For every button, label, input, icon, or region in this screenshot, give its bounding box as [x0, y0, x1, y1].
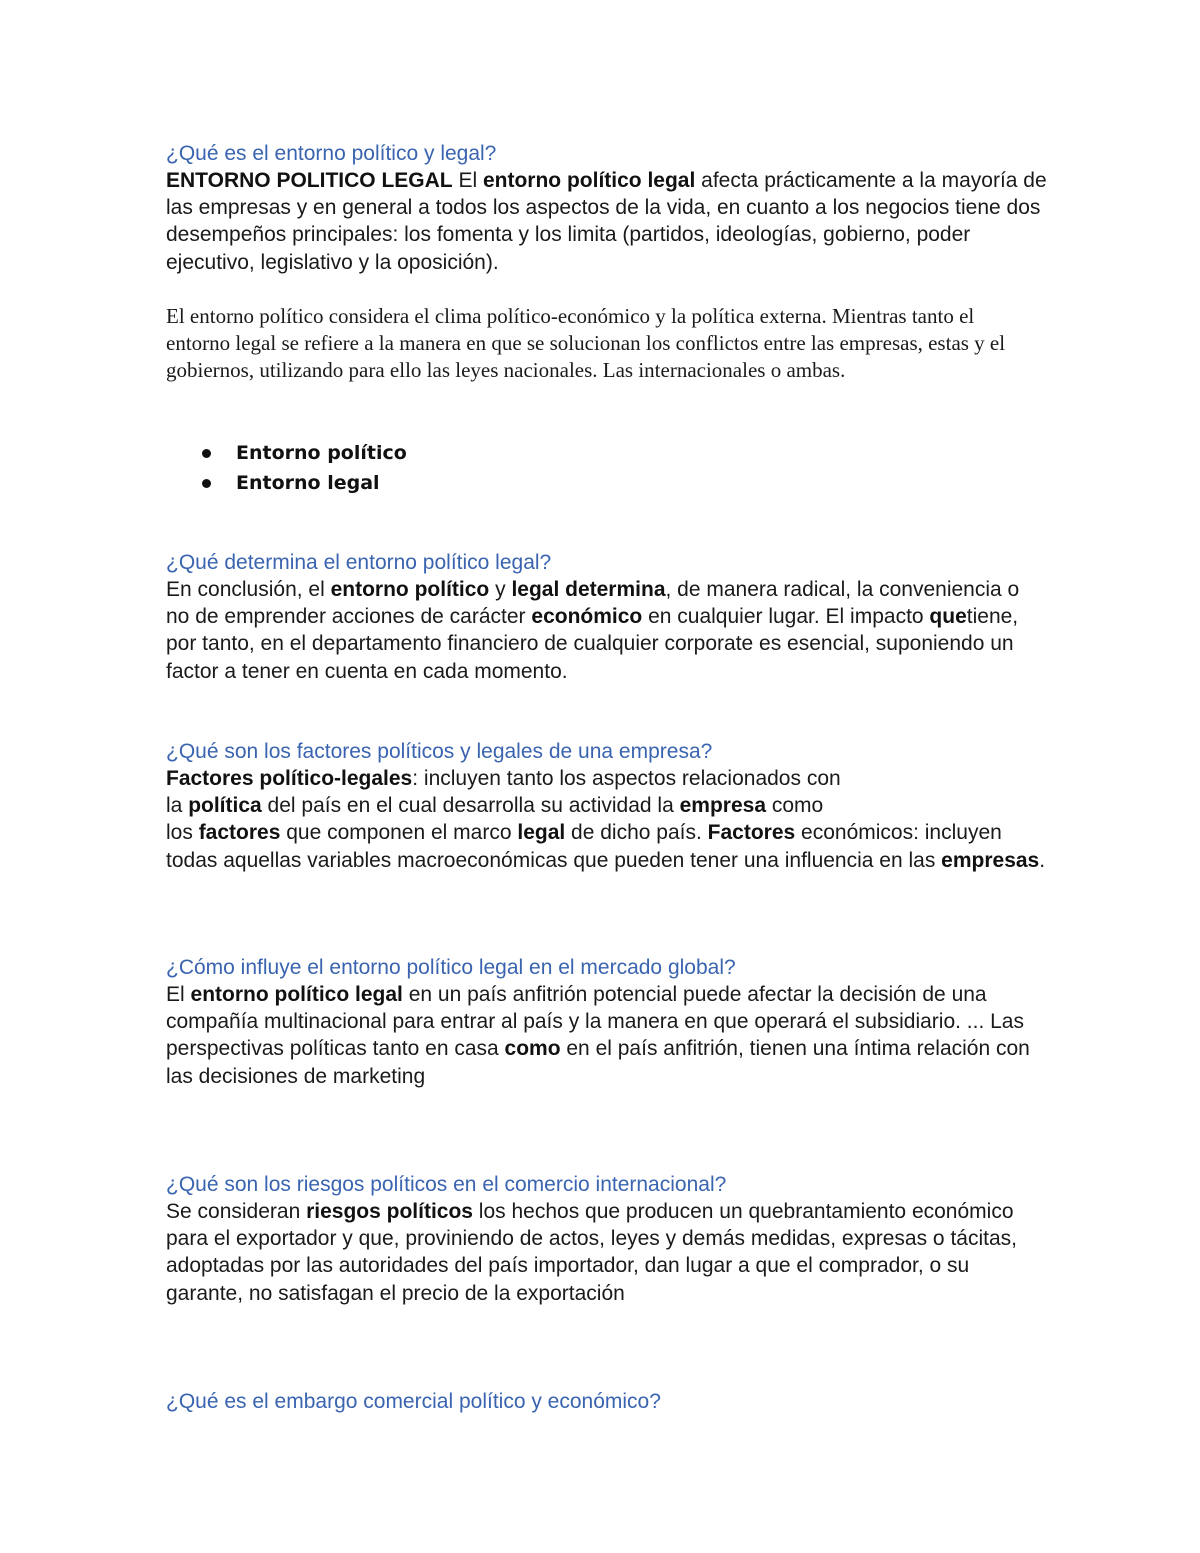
- list-item-label: Entorno legal: [236, 472, 380, 494]
- bullet-dot-icon: [202, 449, 211, 458]
- bold-text: entorno político legal: [482, 169, 696, 192]
- bold-text: Factores político-legales: [166, 767, 413, 790]
- bold-text: Factores: [707, 821, 796, 845]
- text: En conclusión, el: [166, 578, 331, 601]
- text: y: [489, 578, 512, 601]
- bold-text: como: [504, 1037, 561, 1061]
- text: los: [166, 821, 199, 845]
- text: en el país anfitrión, tienen una íntima relación con las decisiones de marketing: [166, 1037, 1030, 1088]
- paragraph-mercado-global: [166, 981, 1041, 1090]
- bold-text: empresas: [941, 848, 1040, 872]
- text: .: [1039, 848, 1046, 872]
- bold-text: entorno político legal: [190, 983, 403, 1006]
- text: Se consideran: [166, 1200, 307, 1223]
- paragraph-determina: [166, 576, 1036, 685]
- paragraph-entorno-clima: El entorno político considera el clima político-económico y la política externa. Mientras tanto el entorno legal se refiere a la manera en que se solucionan los conflictos entre las empresas, estas y el gobiernos, utilizando para ello las leyes nacionales. Las internacionales o ambas.: [166, 304, 1006, 383]
- heading-riesgos-politicos: ¿Qué son los riesgos políticos en el comercio internacional?: [166, 1173, 727, 1196]
- bold-text: política: [188, 794, 262, 818]
- text: de dicho país.: [565, 821, 708, 845]
- text: tiene, por tanto, en el departamento financiero de cualquier corporate es esencial, suponiendo un factor a tener en cuenta en cada momento.: [166, 605, 1019, 683]
- heading-que-determina: ¿Qué determina el entorno político legal?: [166, 551, 552, 574]
- bold-text: legal: [517, 821, 566, 845]
- bold-text: ENTORNO POLITICO LEGAL: [166, 169, 453, 192]
- bold-text: factores: [198, 821, 281, 845]
- heading-mercado-global: ¿Cómo influye el entorno político legal en el mercado global?: [166, 956, 736, 979]
- text: : incluyen tanto los aspectos relacionados con: [412, 767, 841, 790]
- heading-factores: ¿Qué son los factores políticos y legales de una empresa?: [166, 740, 713, 763]
- text: económicos: incluyen todas aquellas variables macroeconómicas que pueden tener una influencia en las: [166, 821, 1002, 872]
- heading-entorno-politico-legal: ¿Qué es el entorno político y legal?: [166, 142, 497, 165]
- text: El: [166, 983, 191, 1006]
- bullet-list: [166, 438, 407, 498]
- paragraph-riesgos-politicos: [166, 1198, 1026, 1307]
- text: , de manera radical, la conveniencia o no de emprender acciones de carácter: [166, 578, 1020, 629]
- text: en un país anfitrión potencial puede afectar la decisión de una compañía multinacional para entrar al país y la manera en que operará el subsidiario. ... Las perspectivas políticas tanto en casa: [166, 983, 1024, 1061]
- text: del país en el cual desarrolla su actividad la: [261, 794, 680, 818]
- text: El: [452, 169, 483, 192]
- bold-text: riesgos políticos: [306, 1200, 473, 1223]
- bold-text: económico: [531, 605, 643, 629]
- text: afecta prácticamente a la mayoría de las empresas y en general a todos los aspectos de la vida, en cuanto a los negocios tiene dos desempeños principales: los fomenta y los limita (partidos, ideologías, gobierno, poder ejecutivo, legislativo y la oposición).: [166, 169, 1047, 274]
- bold-text: que: [929, 605, 967, 629]
- bold-text: entorno político: [330, 578, 490, 601]
- bullet-dot-icon: [202, 479, 211, 488]
- text: que componen el marco: [280, 821, 518, 845]
- paragraph-entorno-definicion: [166, 167, 1056, 276]
- text: la: [166, 794, 189, 818]
- text: los hechos que producen un quebrantamiento económico para el exportador y que, proviniendo de actos, leyes y demás medidas, expresas o tácitas, adoptadas por las autoridades del país importador, dan lugar a que el comprador, o su garante, no satisfagan el precio de la exportación: [166, 1200, 1017, 1305]
- text: en cualquier lugar. El impacto: [642, 605, 930, 629]
- list-item-label: Entorno político: [236, 442, 407, 464]
- list-item: [166, 438, 407, 468]
- list-item: [166, 468, 407, 498]
- paragraph-factores: [166, 765, 1046, 874]
- bold-text: legal determina: [511, 578, 666, 601]
- text: como: [766, 794, 824, 818]
- bold-text: empresa: [679, 794, 767, 818]
- heading-embargo-comercial: ¿Qué es el embargo comercial político y económico?: [166, 1390, 661, 1413]
